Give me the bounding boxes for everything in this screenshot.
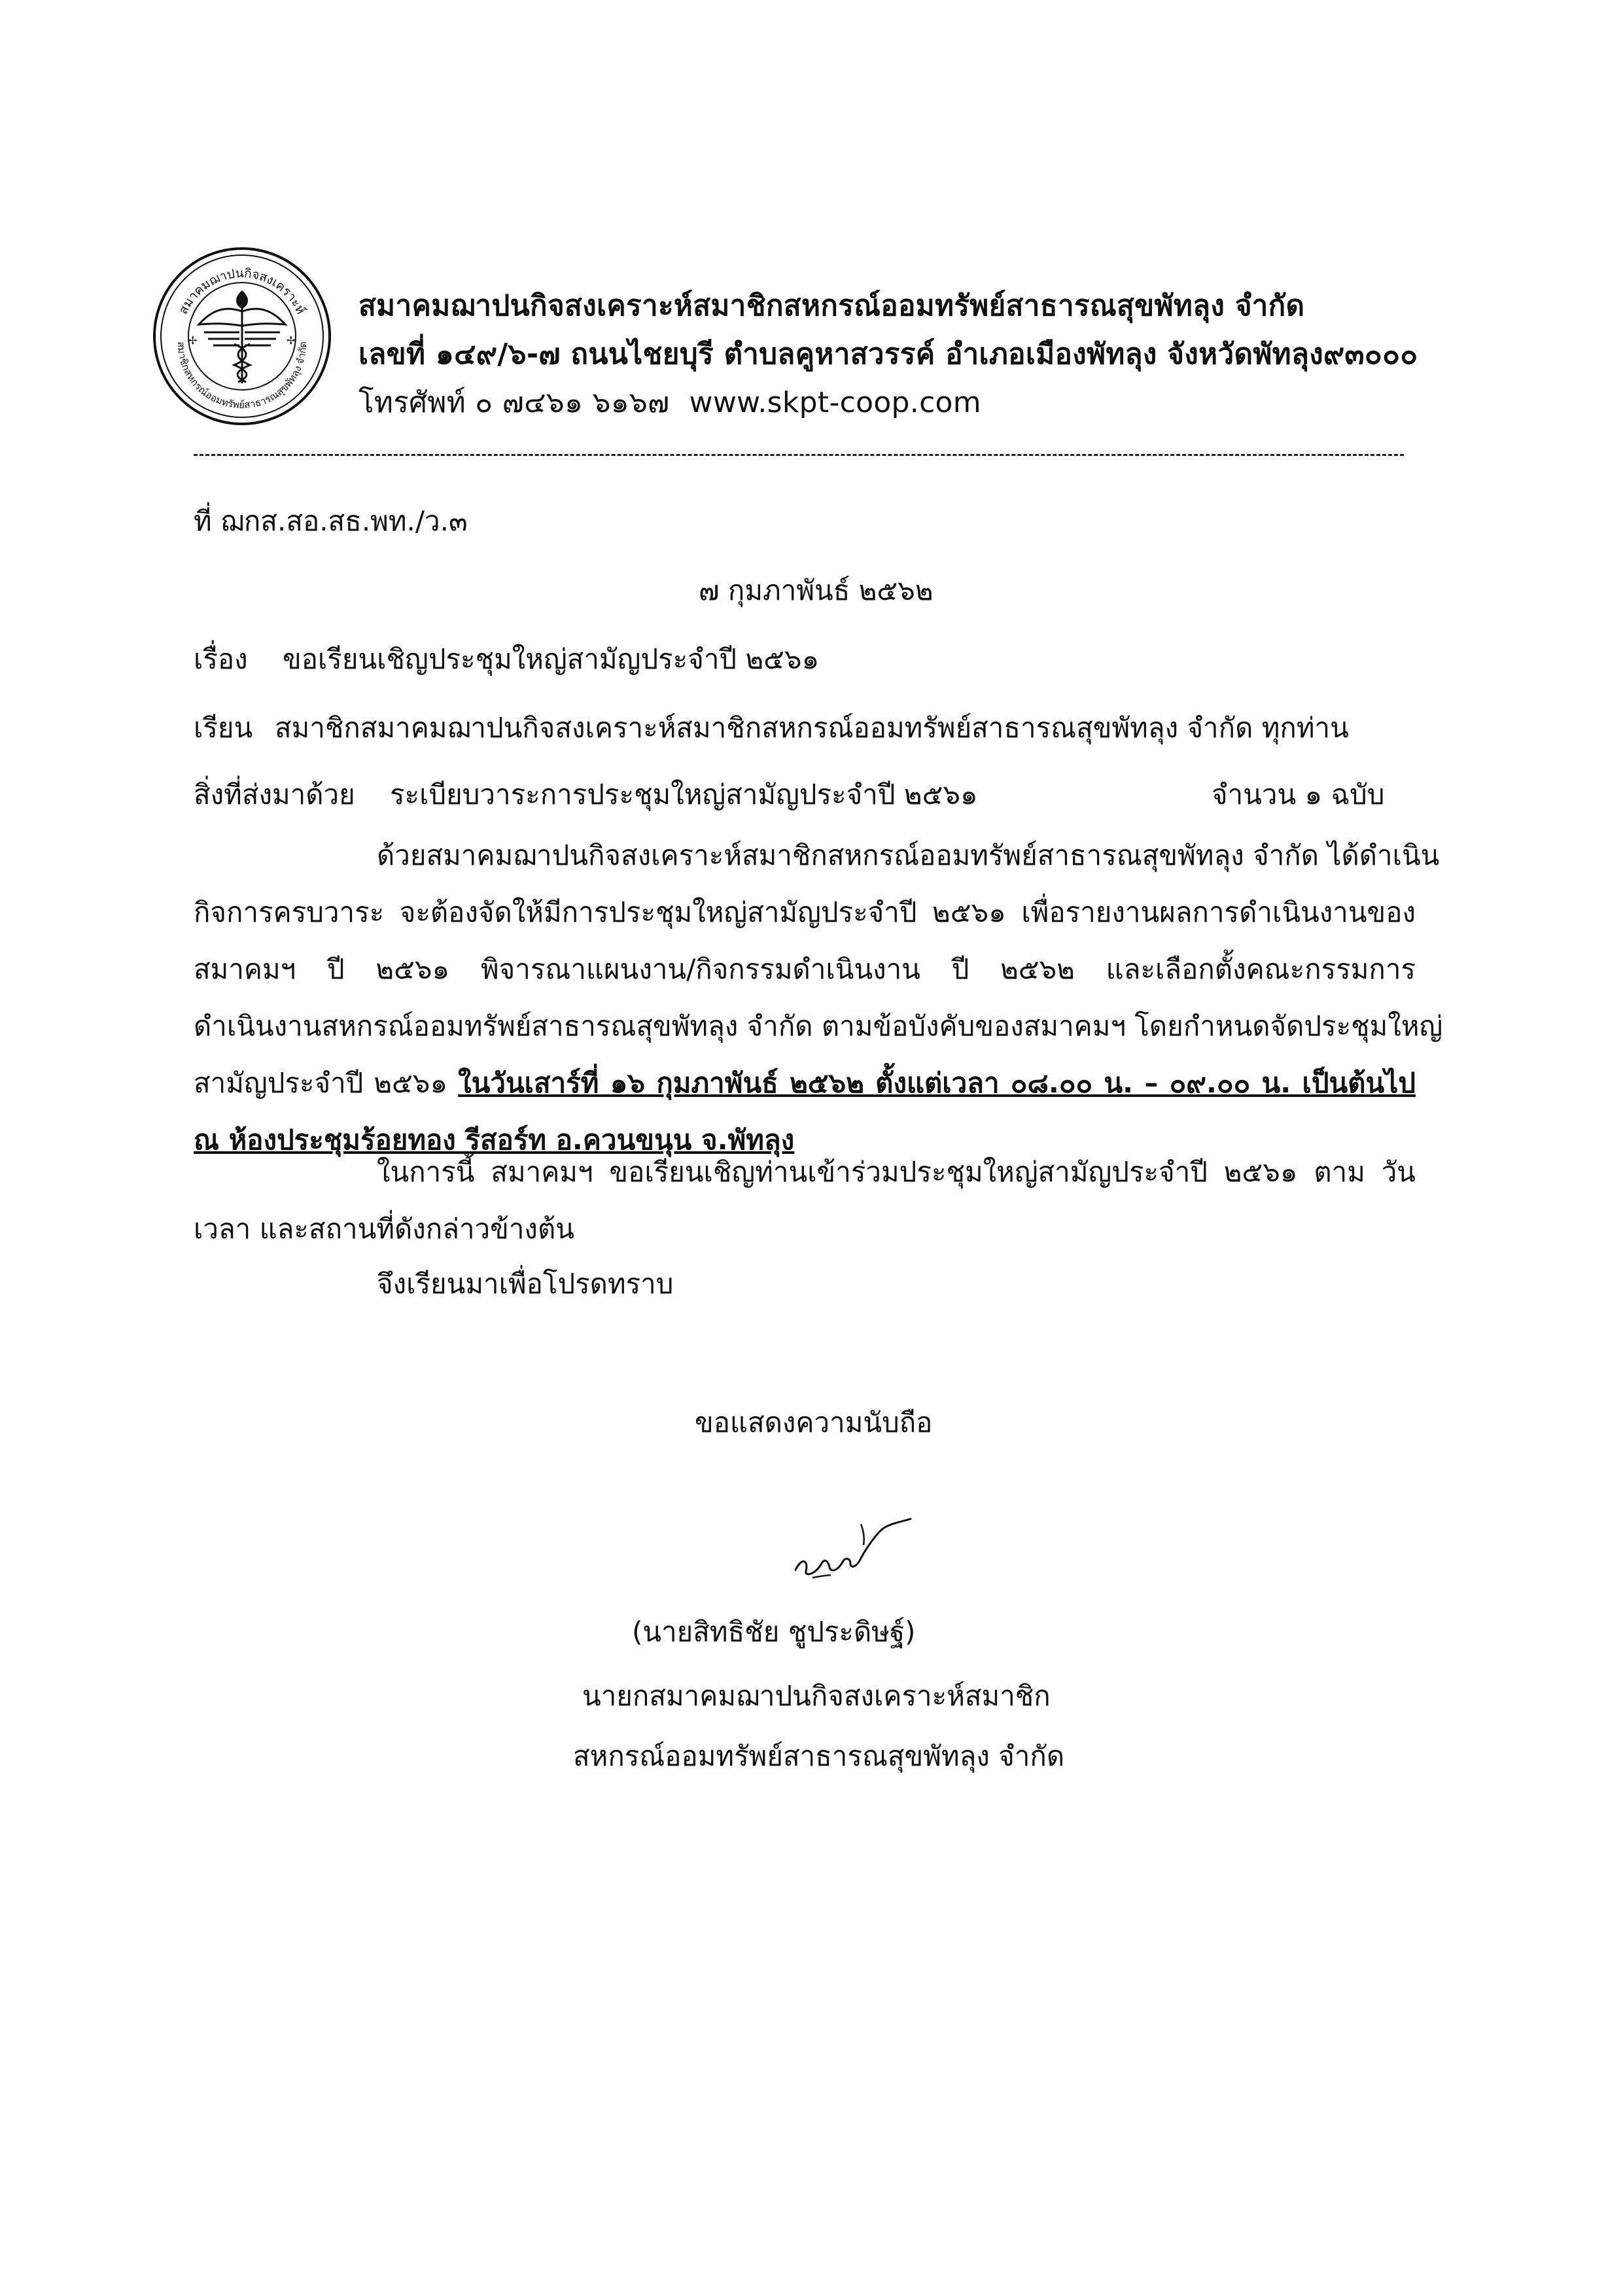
paragraph-line: กิจการครบวาระ จะต้องจัดให้มีการประชุมใหญ่สามัญประจำปี ๒๕๖๑ เพื่อรายงานผลการดำเนินงานของ — [194, 896, 1416, 928]
meeting-venue: ณ ห้องประชุมร้อยทอง รีสอร์ท อ.ควนขนุน จ.พัทลุง — [194, 1124, 795, 1156]
subject-row — [194, 638, 819, 681]
letterhead-org-name: สมาคมฌาปนกิจสงเคราะห์สมาชิกสหกรณ์ออมทรัพย์สาธารณสุขพัทลุง จำกัด — [358, 289, 1305, 322]
svg-text:✢: ✢ — [188, 334, 198, 347]
enclosure-row — [194, 773, 978, 816]
paragraph-line: เวลา และสถานที่ดังกล่าวข้างต้น — [194, 1213, 574, 1245]
svg-text:✢: ✢ — [287, 334, 296, 347]
subject-label: เรื่อง — [194, 643, 248, 675]
paragraph-line: ด้วยสมาคมฌาปนกิจสงเคราะห์สมาชิกสหกรณ์ออมทรัพย์สาธารณสุขพัทลุง จำกัด ได้ดำเนิน — [377, 839, 1440, 871]
letterhead-address: เลขที่ ๑๔๙/๖-๗ ถนนไชยบุรี ตำบลคูหาสวรรค์ อำเภอเมืองพัทลุง จังหวัดพัทลุง๙๓๐๐๐ — [358, 338, 1418, 371]
body-paragraph-2 — [194, 1143, 1416, 1257]
recipient-row — [194, 706, 1349, 750]
sign-off: ขอแสดงความนับถือ — [695, 1406, 933, 1438]
letterhead-contact — [358, 379, 981, 425]
letterhead-divider — [194, 454, 1404, 456]
recipient-text: สมาชิกสมาคมฌาปนกิจสงเคราะห์สมาชิกสหกรณ์ออมทรัพย์สาธารณสุขพัทลุง จำกัด ทุกท่าน — [275, 712, 1349, 744]
paragraph-line: สมาคมฯ ปี ๒๕๖๑ พิจารณาแผนงาน/กิจกรรมดำเนินงาน ปี ๒๕๖๒ และเลือกตั้งคณะกรรมการ — [194, 953, 1416, 985]
svg-text:สมาชิกสหกรณ์ออมทรัพย์สาธารณสุข: สมาชิกสหกรณ์ออมทรัพย์สาธารณสุขพัทลุง จำกัด — [175, 341, 309, 411]
paragraph-line: ในการนี้ สมาคมฯ ขอเรียนเชิญท่านเข้าร่วมประชุมใหญ่สามัญประจำปี ๒๕๖๑ ตาม วัน — [377, 1156, 1416, 1188]
letterhead-website: www.skpt-coop.com — [689, 386, 981, 419]
paragraph-line: ดำเนินงานสหกรณ์ออมทรัพย์สาธารณสุขพัทลุง จำกัด ตามข้อบังคับของสมาคมฯ โดยกำหนดจัดประชุมใหญ่ — [194, 1010, 1443, 1042]
body-paragraph-1 — [194, 827, 1443, 1168]
signer-name: (นายสิทธิชัย ชูประดิษฐ์) — [632, 1616, 916, 1648]
signer-title-line-2: สหกรณ์ออมทรัพย์สาธารณสุขพัทลุง จำกัด — [573, 1740, 1065, 1772]
reference-number: ที่ ฌกส.สอ.สธ.พท./ว.๓ — [194, 505, 468, 537]
enclosure-label: สิ่งที่ส่งมาด้วย — [194, 778, 355, 810]
enclosure-count: จำนวน ๑ ฉบับ — [1212, 778, 1385, 810]
paragraph-line-text: สามัญประจำปี ๒๕๖๑ — [194, 1067, 459, 1099]
recipient-label: เรียน — [194, 712, 253, 744]
meeting-date-time: ในวันเสาร์ที่ ๑๖ กุมภาพันธ์ ๒๕๖๒ ตั้งแต่เวลา ๐๘.๐๐ น. – ๐๙.๐๐ น. เป็นต้นไป — [458, 1067, 1416, 1099]
handwritten-signature — [782, 1498, 920, 1590]
association-seal-logo — [152, 246, 332, 426]
svg-text:สมาคมฌาปนกิจสงเคราะห์: สมาคมฌาปนกิจสงเคราะห์ — [176, 266, 308, 317]
letter-date: ๗ กุมภาพันธ์ ๒๕๖๒ — [699, 574, 934, 606]
enclosure-text: ระเบียบวาระการประชุมใหญ่สามัญประจำปี ๒๕๖๑ — [390, 778, 978, 810]
paragraph-line — [194, 1054, 1416, 1111]
letterhead-phone: โทรศัพท์ ๐ ๗๔๖๑ ๖๑๖๗ — [358, 386, 670, 419]
closing-line: จึงเรียนมาเพื่อโปรดทราบ — [377, 1268, 674, 1300]
subject-text: ขอเรียนเชิญประชุมใหญ่สามัญประจำปี ๒๕๖๑ — [283, 643, 820, 675]
signer-title-line-1: นายกสมาคมฌาปนกิจสงเคราะห์สมาชิก — [582, 1680, 1051, 1712]
